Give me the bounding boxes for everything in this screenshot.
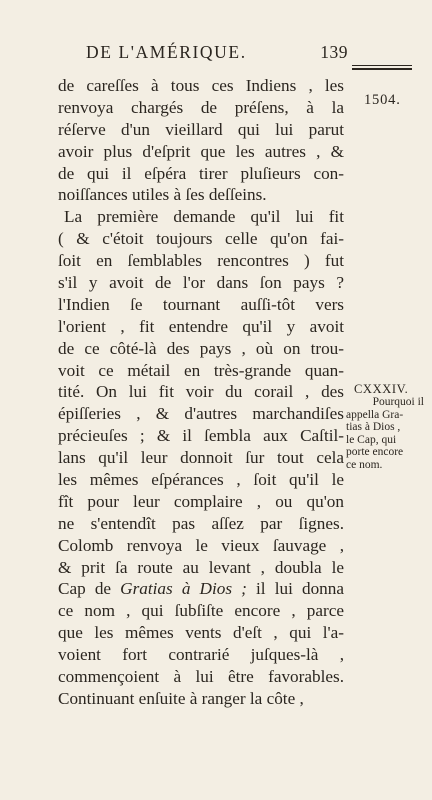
running-head: DE L'AMÉRIQUE. — [86, 42, 247, 62]
rule-line-thick — [352, 68, 412, 70]
margin-note-line: appella Gra- — [346, 408, 404, 421]
text-line: voit ce métail en très-grande quan- — [58, 360, 344, 380]
text-line: noiſſances utiles à ſes deſſeins. — [58, 185, 267, 205]
margin-year: 1504. — [364, 92, 401, 108]
text-line: & prit ſa route au levant , doubla le — [58, 557, 344, 577]
text-line: La première demande qu'il lui fit — [64, 207, 344, 227]
text-line: de ce côté-là des pays , où on trou- — [58, 338, 344, 358]
text-line: que les mêmes vents d'eſt , qui l'a- — [58, 623, 344, 643]
text-line: tité. On lui fit voir du corail , des — [58, 382, 344, 402]
rule-line-thin — [352, 65, 412, 66]
text-line: l'Indien ſe tournant auſſi-tôt vers — [58, 294, 344, 314]
text-line: commençoient à lui être favorables. — [58, 667, 344, 687]
text-line: avoir plus d'eſprit que les autres , & — [58, 141, 344, 161]
text-line: fît pour leur complaire , ou qu'on — [58, 491, 344, 511]
text-line: Continuant enſuite à ranger la côte , — [58, 688, 304, 708]
text-line: renvoya chargés de préſens, à la — [58, 97, 344, 117]
text-line: ſoit en ſemblables rencontres ) fut — [58, 251, 344, 271]
margin-note-line: le Cap, qui — [346, 433, 397, 446]
margin-rule-ornament — [352, 63, 412, 73]
margin-note-line: tias à Dios , — [346, 421, 401, 434]
body-text — [58, 75, 344, 710]
text-line: de careſſes à tous ces Indiens , les — [58, 76, 344, 95]
text-line: les mêmes eſpérances , ſoit qu'il le — [58, 470, 344, 490]
text-line: réſerve d'un vieillard qui lui parut — [58, 119, 344, 139]
line-end: il lui donna — [246, 579, 344, 599]
text-line: ce nom , qui ſubſiſte encore , parce — [58, 601, 344, 621]
margin-note-line: ce nom. — [346, 458, 383, 471]
text-line: s'il y avoit de l'or dans ſon pays ? — [58, 273, 344, 293]
margin-note-line: Pourquoi il — [372, 396, 424, 408]
text-line: de qui il eſpéra tirer pluſieurs con- — [58, 163, 344, 183]
text-line: épiſſeries , & d'autres marchandiſes — [58, 404, 344, 424]
page-number: 139 — [320, 42, 348, 62]
place-name-italic: Gratias à Dios ; — [120, 579, 247, 599]
margin-note-line: porte encore — [346, 446, 404, 459]
margin-note — [346, 383, 428, 472]
text-line: l'orient , fit entendre qu'il y avoit — [58, 316, 344, 336]
text-line: voient fort contrarié juſques-là , — [58, 645, 344, 665]
line-start: Cap de — [58, 579, 121, 599]
text-line: précieuſes ; & il ſembla aux Caſtil- — [58, 426, 344, 446]
text-line: Colomb renvoya le vieux ſauvage , — [58, 535, 344, 555]
margin-note-numeral: CXXXIV. — [354, 382, 409, 396]
text-line: lans qu'il leur donnoit ſur tout cela — [58, 448, 344, 468]
text-line — [58, 578, 344, 600]
page-header — [86, 42, 348, 68]
text-line: ( & c'étoit toujours celle qu'on fai- — [58, 229, 344, 249]
text-line: ne s'entendît pas aſſez par ſignes. — [58, 513, 344, 533]
